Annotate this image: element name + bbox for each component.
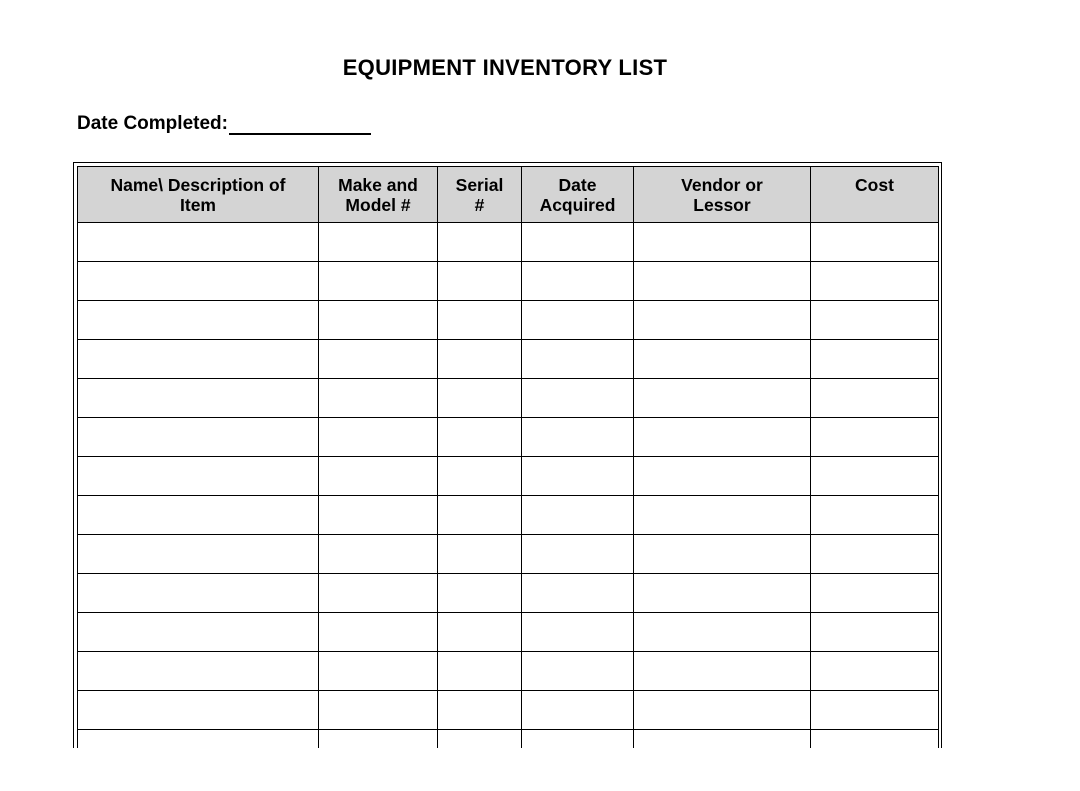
- table-header-row: [78, 167, 939, 223]
- table-cell[interactable]: [319, 262, 438, 301]
- table-cell[interactable]: [438, 262, 522, 301]
- table-cell[interactable]: [319, 418, 438, 457]
- inventory-table: [77, 166, 939, 748]
- table-cell[interactable]: [438, 730, 522, 749]
- table-cell[interactable]: [634, 691, 811, 730]
- table-cell[interactable]: [438, 418, 522, 457]
- table-cell[interactable]: [811, 535, 939, 574]
- table-row: [78, 496, 939, 535]
- date-completed-line: [77, 113, 371, 135]
- table-cell[interactable]: [811, 301, 939, 340]
- table-cell[interactable]: [522, 535, 634, 574]
- table-cell[interactable]: [811, 379, 939, 418]
- column-header-cost: Cost: [811, 167, 939, 223]
- table-cell[interactable]: [634, 223, 811, 262]
- table-cell[interactable]: [438, 340, 522, 379]
- table-cell[interactable]: [438, 496, 522, 535]
- table-row: [78, 574, 939, 613]
- table-row: [78, 457, 939, 496]
- table-cell[interactable]: [78, 457, 319, 496]
- table-cell[interactable]: [522, 574, 634, 613]
- table-cell[interactable]: [634, 496, 811, 535]
- table-row: [78, 418, 939, 457]
- table-cell[interactable]: [78, 262, 319, 301]
- table-cell[interactable]: [811, 613, 939, 652]
- table-row: [78, 340, 939, 379]
- table-cell[interactable]: [634, 379, 811, 418]
- table-cell[interactable]: [522, 691, 634, 730]
- table-cell[interactable]: [522, 379, 634, 418]
- table-cell[interactable]: [78, 418, 319, 457]
- table-cell[interactable]: [634, 457, 811, 496]
- table-cell[interactable]: [438, 691, 522, 730]
- table-cell[interactable]: [634, 418, 811, 457]
- table-cell[interactable]: [78, 652, 319, 691]
- table-cell[interactable]: [319, 613, 438, 652]
- table-cell[interactable]: [811, 457, 939, 496]
- table-cell[interactable]: [811, 340, 939, 379]
- table-row: [78, 613, 939, 652]
- table-cell[interactable]: [522, 223, 634, 262]
- table-cell[interactable]: [634, 652, 811, 691]
- table-cell[interactable]: [319, 691, 438, 730]
- table-cell[interactable]: [438, 379, 522, 418]
- table-cell[interactable]: [522, 262, 634, 301]
- table-cell[interactable]: [438, 535, 522, 574]
- table-cell[interactable]: [811, 691, 939, 730]
- table-cell[interactable]: [438, 574, 522, 613]
- table-cell[interactable]: [319, 652, 438, 691]
- table-row: [78, 730, 939, 749]
- page-title: EQUIPMENT INVENTORY LIST: [342, 55, 668, 80]
- table-cell[interactable]: [634, 574, 811, 613]
- table-cell[interactable]: [78, 535, 319, 574]
- table-cell[interactable]: [811, 262, 939, 301]
- table-cell[interactable]: [438, 613, 522, 652]
- column-header-make-model: Make and Model #: [319, 167, 438, 223]
- table-cell[interactable]: [522, 340, 634, 379]
- table-cell[interactable]: [634, 613, 811, 652]
- table-cell[interactable]: [319, 379, 438, 418]
- table-cell[interactable]: [438, 223, 522, 262]
- table-cell[interactable]: [78, 223, 319, 262]
- table-cell[interactable]: [78, 496, 319, 535]
- table-cell[interactable]: [319, 730, 438, 749]
- table-cell[interactable]: [811, 652, 939, 691]
- table-row: [78, 652, 939, 691]
- table-cell[interactable]: [522, 652, 634, 691]
- table-cell[interactable]: [634, 301, 811, 340]
- table-body: [78, 223, 939, 749]
- table-cell[interactable]: [319, 535, 438, 574]
- table-cell[interactable]: [811, 574, 939, 613]
- column-header-serial: Serial #: [438, 167, 522, 223]
- table-cell[interactable]: [811, 223, 939, 262]
- table-cell[interactable]: [78, 730, 319, 749]
- table-cell[interactable]: [522, 457, 634, 496]
- table-cell[interactable]: [78, 613, 319, 652]
- date-completed-blank[interactable]: [229, 113, 371, 135]
- table-cell[interactable]: [78, 340, 319, 379]
- table-cell[interactable]: [78, 301, 319, 340]
- column-header-date-acquired: Date Acquired: [522, 167, 634, 223]
- table-row: [78, 262, 939, 301]
- table-cell[interactable]: [522, 496, 634, 535]
- table-cell[interactable]: [634, 340, 811, 379]
- table-cell[interactable]: [319, 574, 438, 613]
- table-cell[interactable]: [634, 262, 811, 301]
- table-cell[interactable]: [319, 496, 438, 535]
- table-cell[interactable]: [319, 340, 438, 379]
- table-row: [78, 535, 939, 574]
- table-row: [78, 379, 939, 418]
- table-cell[interactable]: [319, 301, 438, 340]
- table-cell[interactable]: [78, 574, 319, 613]
- table-cell[interactable]: [522, 301, 634, 340]
- table-cell[interactable]: [634, 730, 811, 749]
- date-completed-label: Date Completed:: [77, 113, 228, 134]
- table-cell[interactable]: [522, 730, 634, 749]
- table-cell[interactable]: [634, 535, 811, 574]
- table-row: [78, 691, 939, 730]
- table-cell[interactable]: [811, 730, 939, 749]
- table-cell[interactable]: [438, 301, 522, 340]
- column-header-vendor-lessor: Vendor or Lessor: [634, 167, 811, 223]
- table-cell[interactable]: [319, 223, 438, 262]
- table-cell[interactable]: [438, 457, 522, 496]
- table-cell[interactable]: [438, 652, 522, 691]
- table-cell[interactable]: [78, 379, 319, 418]
- table-row: [78, 301, 939, 340]
- table-cell[interactable]: [522, 613, 634, 652]
- table-cell[interactable]: [811, 418, 939, 457]
- table-cell[interactable]: [78, 691, 319, 730]
- column-header-name-description: Name\ Description of Item: [78, 167, 319, 223]
- table-cell[interactable]: [522, 418, 634, 457]
- table-cell[interactable]: [319, 457, 438, 496]
- table-row: [78, 223, 939, 262]
- table-cell[interactable]: [811, 496, 939, 535]
- inventory-table-frame: [73, 162, 942, 748]
